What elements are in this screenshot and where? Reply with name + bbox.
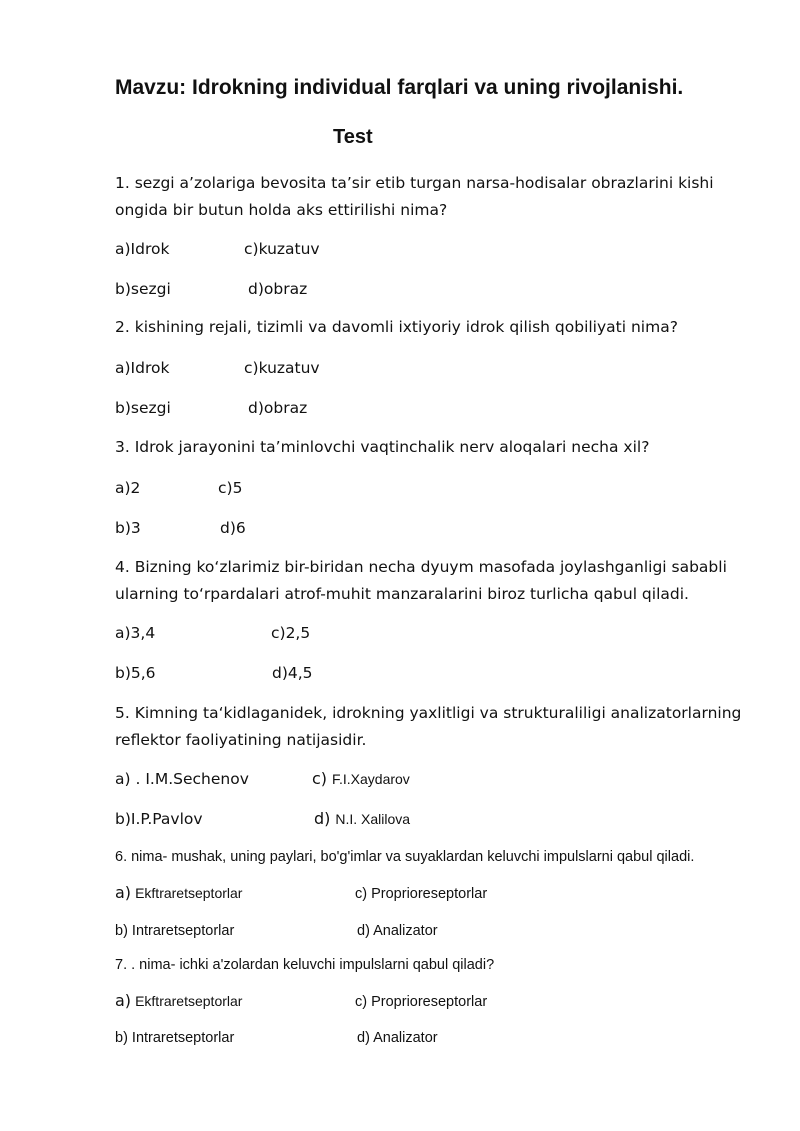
question-5-option-d-letter: d) [314, 809, 331, 828]
question-5-option-c [312, 769, 410, 789]
question-1-option-a: a)Idrok [115, 240, 170, 258]
page-title: Mavzu: Idrokning individual farqlari va uning rivojlanishi. [115, 76, 684, 99]
question-7-option-a [115, 991, 242, 1012]
question-5-option-d [314, 809, 410, 829]
question-5-option-c-text: F.I.Xaydarov [331, 771, 410, 787]
question-2-option-a: a)Idrok [115, 359, 170, 377]
question-4-option-c: c)2,5 [271, 624, 311, 642]
question-3-option-c: c)5 [218, 479, 243, 497]
question-3-option-b: b)3 [115, 519, 141, 537]
question-7-option-c: c) Proprioreseptorlar [355, 994, 488, 1010]
question-4-option-d: d)4,5 [272, 664, 313, 682]
question-6-option-a-text: Ekftraretseptorlar [135, 885, 243, 901]
question-5-option-c-letter: c) [312, 769, 328, 788]
question-3-text: 3. Idrok jarayonini ta’minlovchi vaqtinchalik nerv aloqalari necha xil? [115, 438, 650, 456]
question-3-option-a: a)2 [115, 479, 141, 497]
page-subtitle: Test [333, 126, 373, 148]
question-5-option-b: b)I.P.Pavlov [115, 810, 203, 828]
question-1-option-d: d)obraz [248, 280, 308, 298]
question-5-option-d-text: N.I. Xalilova [335, 811, 411, 827]
question-4-option-a: a)3,4 [115, 624, 156, 642]
question-7-option-b: b) Intraretseptorlar [115, 1030, 235, 1046]
question-2-option-c: c)kuzatuv [244, 359, 320, 377]
question-7-option-a-letter: a) [115, 991, 132, 1010]
question-6-option-a-letter: a) [115, 883, 132, 902]
question-6-option-c: c) Proprioreseptorlar [355, 886, 488, 902]
question-1-text: 1. sezgi a’zolariga bevosita ta’sir etib turgan narsa-hodisalar obrazlarini kishi ongida bir butun holda aks ettirilishi nima? [115, 174, 714, 219]
question-5-text: 5. Kimning ta‘kidlaganidek, idrokning yaxlitligi va strukturaliligi analizatorlarning reflektor faoliyatining natijasidir. [115, 704, 742, 749]
question-5-option-a: a) . I.M.Sechenov [115, 770, 249, 788]
question-6-option-a [115, 883, 242, 904]
question-6-option-b: b) Intraretseptorlar [115, 923, 235, 939]
question-2-option-b: b)sezgi [115, 399, 171, 417]
question-7-option-d: d) Analizator [357, 1030, 438, 1046]
question-7-text: 7. . nima- ichki a'zolardan keluvchi impulslarni qabul qiladi? [115, 957, 495, 973]
question-2-option-d: d)obraz [248, 399, 308, 417]
question-6-text: 6. nima- mushak, uning paylari, bo'g'imlar va suyaklardan keluvchi impulslarni qabul qiladi. [115, 849, 695, 865]
question-3-option-d: d)6 [220, 519, 246, 537]
question-4-option-b: b)5,6 [115, 664, 156, 682]
question-1-option-c: c)kuzatuv [244, 240, 320, 258]
question-7-option-a-text: Ekftraretseptorlar [135, 993, 243, 1009]
question-6-option-d: d) Analizator [357, 923, 438, 939]
question-2-text: 2. kishining rejali, tizimli va davomli ixtiyoriy idrok qilish qobiliyati nima? [115, 318, 678, 336]
question-1-option-b: b)sezgi [115, 280, 171, 298]
question-4-text: 4. Bizning ko‘zlarimiz bir-biridan necha dyuym masofada joylashganligi sababli ularning to‘rpardalari atrof-muhit manzaralarini biroz turlicha qabul qiladi. [115, 558, 727, 603]
